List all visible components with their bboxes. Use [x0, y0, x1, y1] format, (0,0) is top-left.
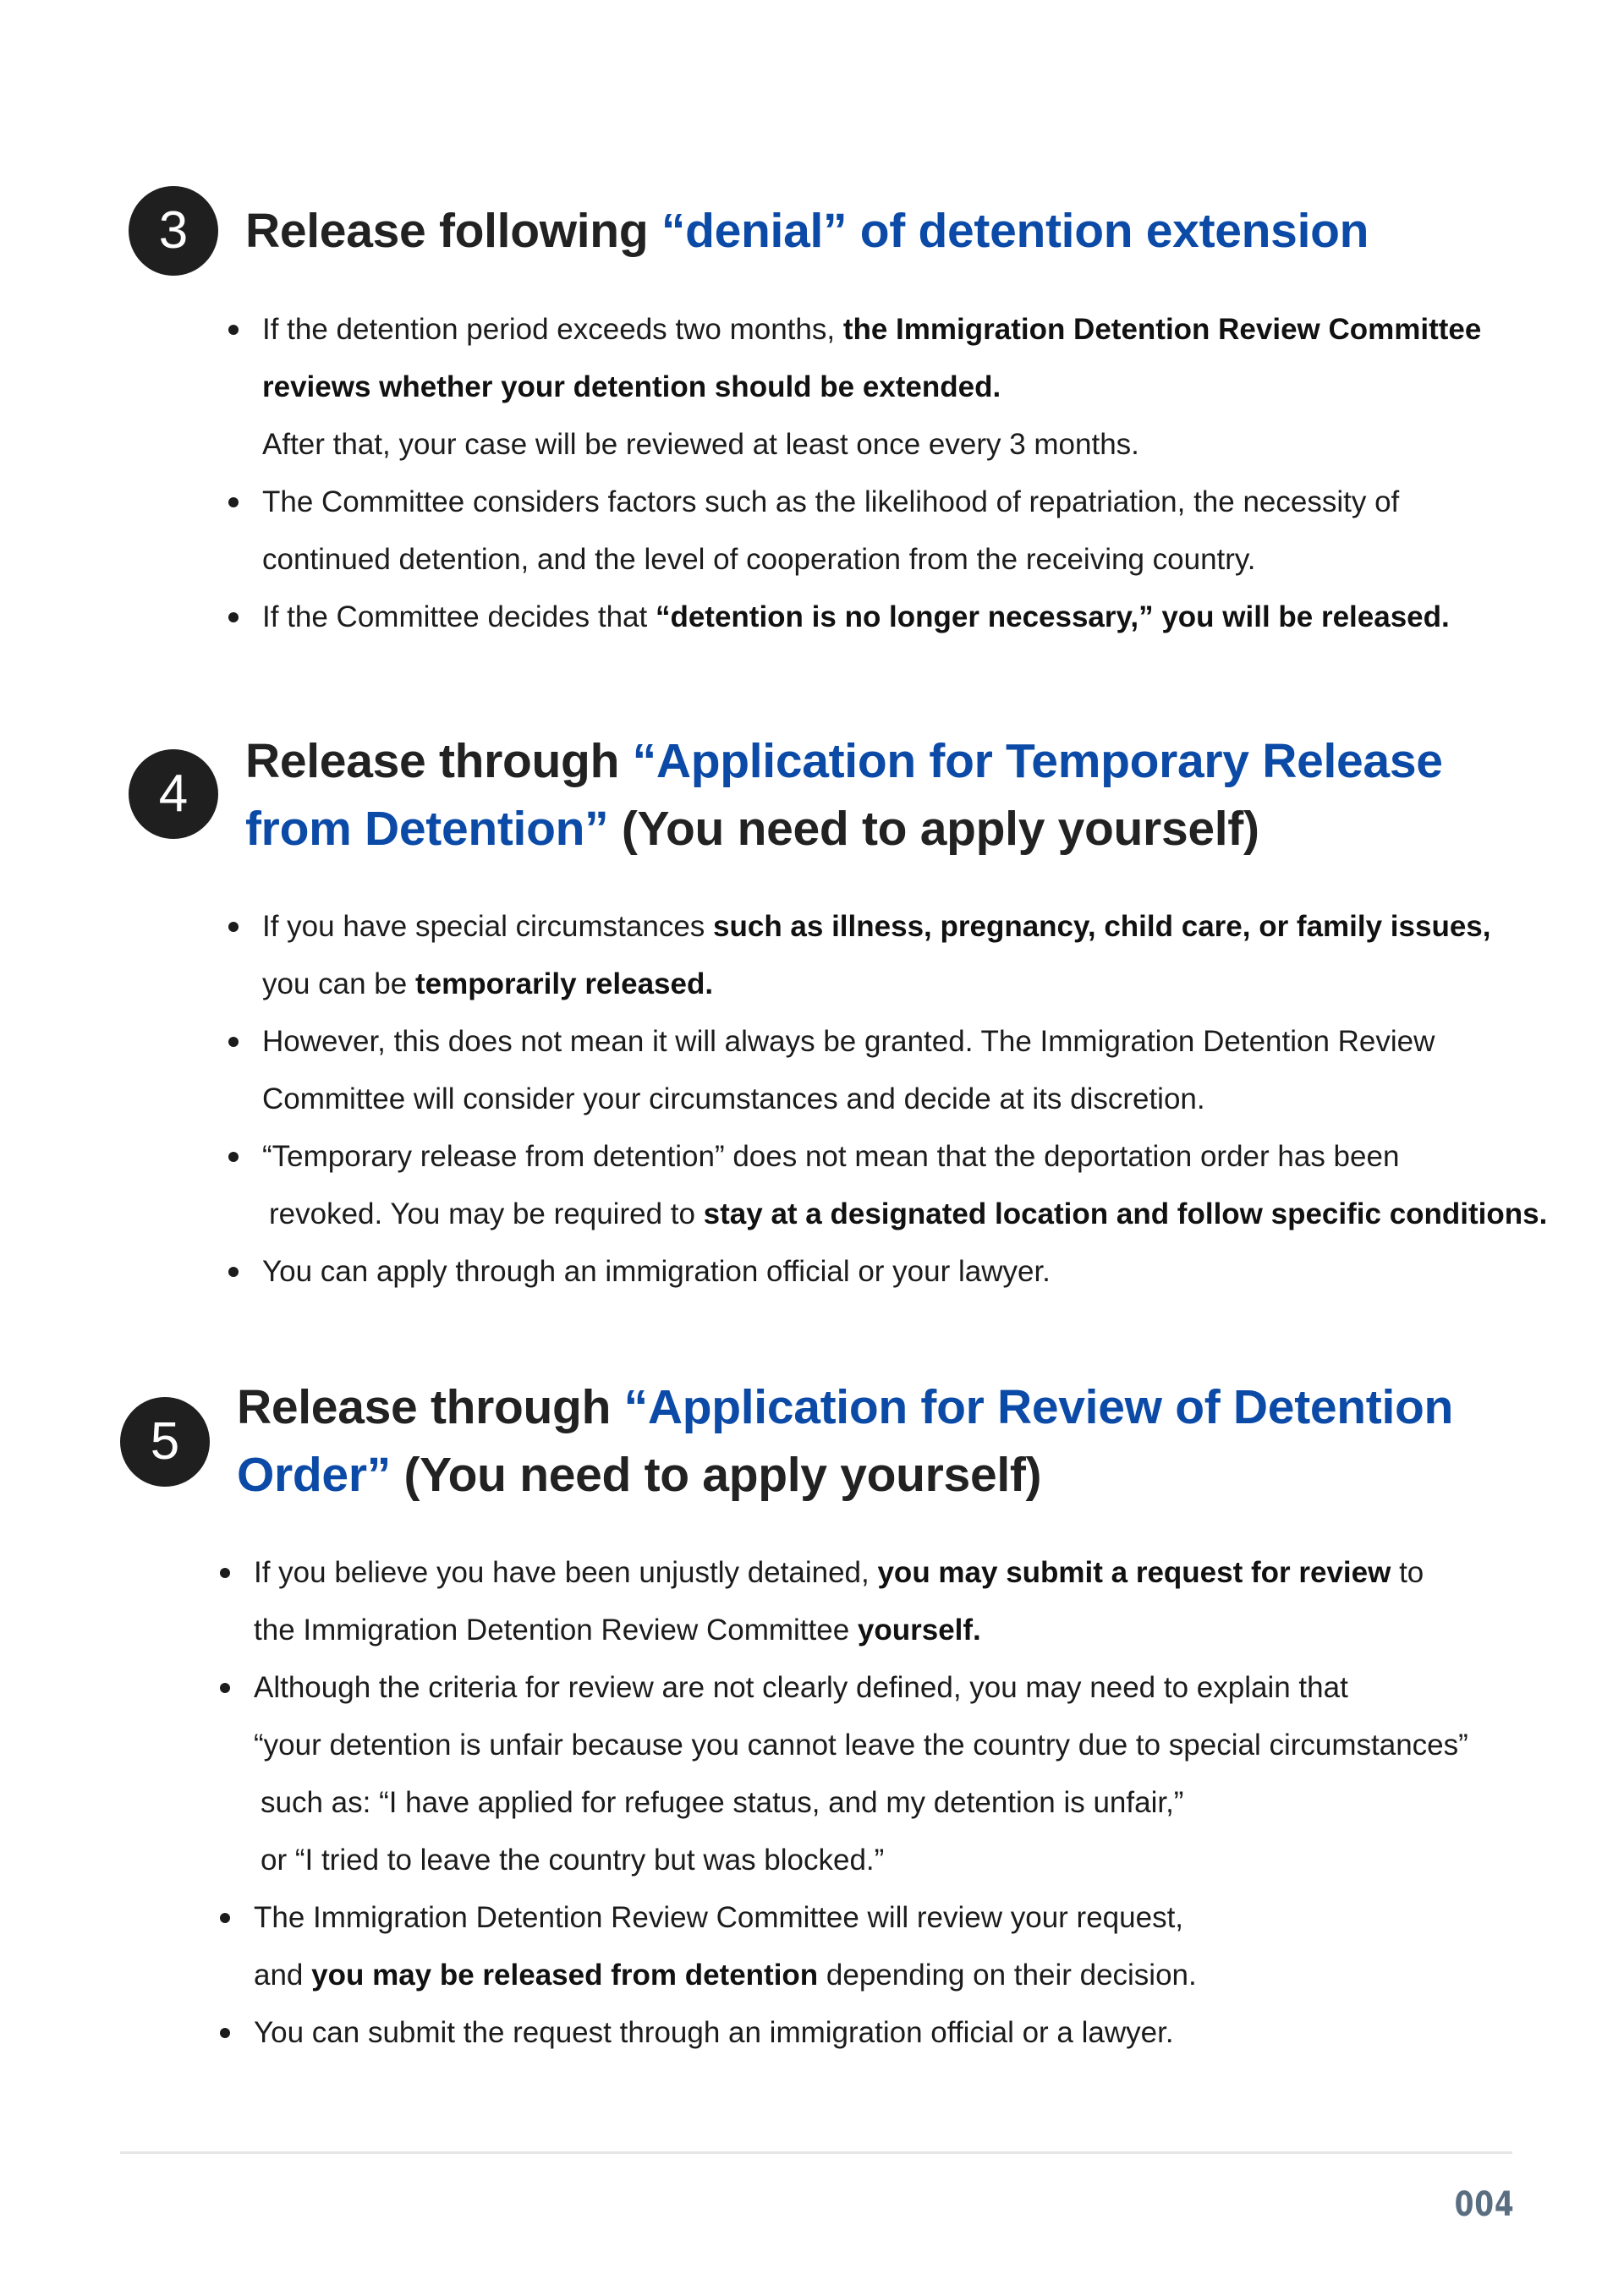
heading-line: [245, 727, 1443, 795]
heading-line: [237, 1373, 1453, 1441]
bullet-icon: [220, 2028, 230, 2038]
section-number-badge: 3: [129, 186, 218, 276]
text-line: [254, 1544, 1468, 1602]
bullet-icon: [228, 497, 239, 507]
section-heading: [237, 1373, 1453, 1509]
text-line: [262, 1013, 1547, 1071]
text-line: [262, 359, 1481, 416]
text: If you have special circumstances: [262, 910, 714, 943]
list-item: [220, 2004, 1468, 2062]
list-item: [228, 1128, 1547, 1243]
text: to: [1391, 1556, 1424, 1589]
text: continued detention, and the level of cooperation from the receiving country.: [262, 543, 1256, 576]
bullet-list: [228, 898, 1547, 1301]
bullet-icon: [220, 1913, 230, 1923]
text: such as: “I have applied for refugee status, and my detention is unfair,”: [261, 1786, 1184, 1819]
bullet-icon: [228, 325, 239, 335]
text: However, this does not mean it will always be granted. The Immigration Detention Review: [262, 1025, 1435, 1058]
list-item: [228, 898, 1547, 1013]
bold-text: such as illness, pregnancy, child care, or family issues,: [713, 910, 1491, 943]
text: the Immigration Detention Review Committee: [254, 1614, 858, 1647]
text: depending on their decision.: [818, 1959, 1197, 1992]
heading-line: [245, 795, 1443, 863]
section-heading: [245, 197, 1369, 265]
list-item: [228, 474, 1481, 589]
text: If the Committee decides that: [262, 600, 656, 633]
text-line: [262, 416, 1481, 474]
heading-prefix: Release through: [237, 1380, 624, 1434]
text-line: [254, 1602, 1468, 1659]
text-line: [254, 2004, 1468, 2062]
text-line: [262, 589, 1481, 646]
text: revoked. You may be required to: [269, 1197, 704, 1230]
list-item: [220, 1659, 1468, 1889]
list-item: [220, 1544, 1468, 1659]
text-line: [262, 301, 1481, 359]
text: The Committee considers factors such as the likelihood of repatriation, the necessity of: [262, 485, 1400, 518]
text: or “I tried to leave the country but was blocked.”: [261, 1844, 885, 1877]
bold-text: temporarily released.: [414, 967, 714, 1000]
heading-prefix: Release through: [245, 734, 633, 788]
section-number-badge: 4: [129, 749, 218, 839]
text-line: [262, 474, 1481, 531]
list-item: [228, 301, 1481, 474]
list-item: [220, 1889, 1468, 2004]
bold-text: reviews whether your detention should be extended.: [262, 370, 1001, 403]
text: After that, your case will be reviewed at least once every 3 months.: [262, 428, 1139, 461]
text: “your detention is unfair because you cannot leave the country due to special circumstances”: [254, 1729, 1468, 1762]
heading-highlight: “Application for Temporary Release: [632, 734, 1443, 788]
text-line: [254, 1659, 1468, 1717]
list-item: [228, 1013, 1547, 1128]
text: and: [254, 1959, 312, 1992]
text-line: [262, 531, 1481, 589]
text: Committee will consider your circumstances and decide at its discretion.: [262, 1082, 1205, 1115]
text-line: [254, 1774, 1468, 1832]
heading-suffix: (You need to apply yourself): [390, 1448, 1042, 1502]
heading-suffix: (You need to apply yourself): [608, 802, 1259, 856]
list-item: [228, 589, 1481, 646]
text: Although the criteria for review are not clearly defined, you may need to explain that: [254, 1671, 1348, 1704]
text-line: [262, 1071, 1547, 1128]
bullet-icon: [228, 1267, 239, 1277]
text-line: [262, 956, 1547, 1013]
bullet-list: [220, 1544, 1468, 2062]
text-line: [254, 1947, 1468, 2004]
bold-text: “detention is no longer necessary,” you will be released.: [655, 600, 1450, 633]
text: “Temporary release from detention” does not mean that the deportation order has been: [262, 1140, 1400, 1173]
text-line: [262, 1186, 1547, 1243]
heading-highlight: “denial” of detention extension: [661, 204, 1369, 258]
text: you can be: [262, 967, 415, 1000]
section-heading: [245, 727, 1443, 863]
bullet-icon: [228, 612, 239, 622]
bold-text: you may be released from detention: [311, 1959, 819, 1992]
heading-prefix: Release following: [245, 204, 661, 258]
list-item: [228, 1243, 1547, 1301]
text-line: [262, 1128, 1547, 1186]
bold-text: you may submit a request for review: [877, 1556, 1391, 1589]
bold-text: stay at a designated location and follow specific conditions.: [703, 1197, 1548, 1230]
text: If the detention period exceeds two months,: [262, 313, 843, 346]
heading-line: [237, 1441, 1453, 1509]
heading-highlight: from Detention”: [245, 802, 609, 856]
bullet-icon: [220, 1568, 230, 1578]
heading-highlight: “Application for Review of Detention: [623, 1380, 1454, 1434]
heading-highlight: Order”: [237, 1448, 391, 1502]
text: The Immigration Detention Review Committee will review your request,: [254, 1901, 1184, 1934]
text: You can submit the request through an immigration official or a lawyer.: [254, 2016, 1174, 2049]
text: You can apply through an immigration official or your lawyer.: [262, 1255, 1051, 1288]
text-line: [262, 1243, 1547, 1301]
bullet-icon: [220, 1683, 230, 1693]
text-line: [262, 898, 1547, 956]
bullet-list: [228, 301, 1481, 646]
section-number-badge: 5: [120, 1397, 210, 1487]
bullet-icon: [228, 1037, 239, 1047]
footer-divider: [120, 2151, 1512, 2154]
bold-text: yourself.: [857, 1614, 981, 1647]
text-line: [254, 1717, 1468, 1774]
page-number: 004: [1454, 2185, 1514, 2224]
bullet-icon: [228, 922, 239, 932]
bullet-icon: [228, 1152, 239, 1162]
bold-text: the Immigration Detention Review Committee: [842, 313, 1482, 346]
text: If you believe you have been unjustly detained,: [254, 1556, 878, 1589]
text-line: [254, 1832, 1468, 1889]
text-line: [254, 1889, 1468, 1947]
